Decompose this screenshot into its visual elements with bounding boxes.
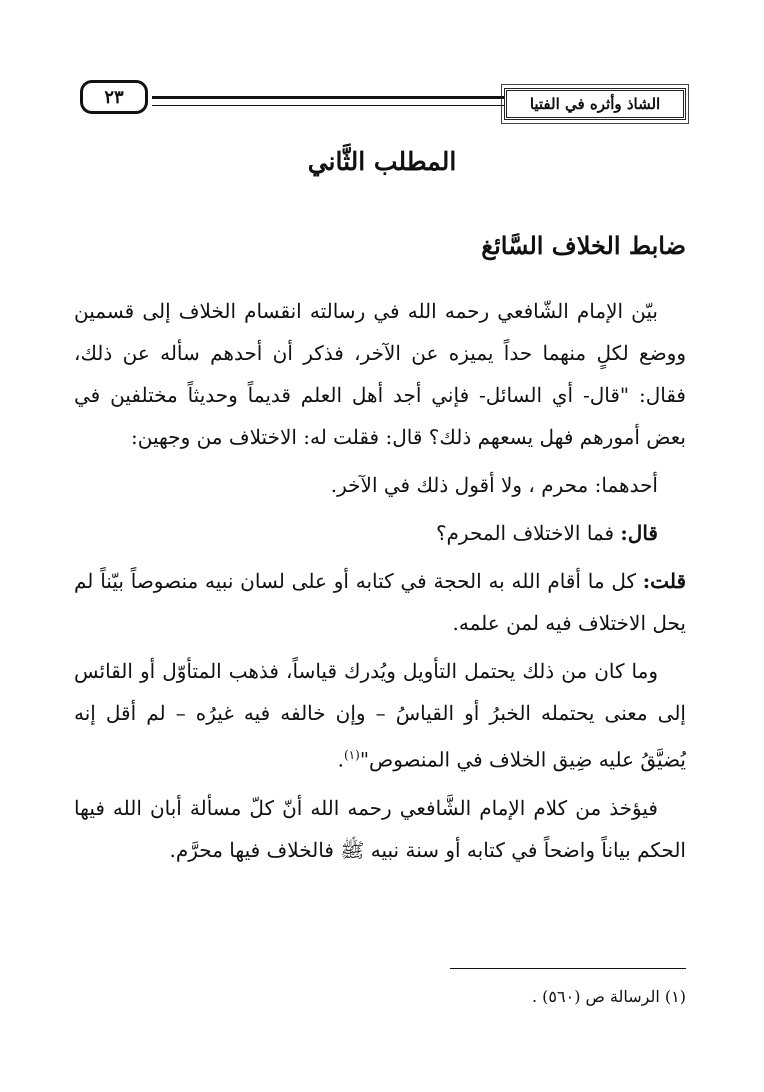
running-header-title: الشاذ وأثره في الفتيا [504,88,686,120]
paragraph-5 [74,650,686,781]
paragraph-3-text: فما الاختلاف المحرم؟ [435,521,621,545]
paragraph-3-label: قال: [620,521,658,545]
page-number: ٢٣ [80,80,148,114]
body-text [74,290,686,877]
paragraph-6: فيؤخذ من كلام الإمام الشَّافعي رحمه الله أنّ كلّ مسألة أبان الله فيها الحكم بياناً واضحاً في كتابه أو سنة نبيه ﷺ فالخلاف فيها محرَّم. [74,795,686,862]
paragraph-4-label: قلت: [642,569,686,593]
section-title: ضابط الخلاف السَّائغ [481,231,686,260]
paragraph-3 [74,512,686,554]
footnote: (١) الرسالة ص (٥٦٠) . [531,987,686,1006]
paragraph-2: أحدهما: محرم ، ولا أقول ذلك في الآخر. [330,473,658,497]
chapter-title: المطلب الثَّاني [307,147,457,176]
footnote-reference[interactable]: (١) [343,748,360,762]
paragraph-4-text: كل ما أقام الله به الحجة في كتابه أو على لسان نبيه منصوصاً بيّناً لم يحل الاختلاف فيه لمن علمه. [74,569,686,635]
paragraph-5-text: وما كان من ذلك يحتمل التأويل ويُدرك قياساً، فذهب المتأوّل أو القائس إلى معنى يحتمله الخبرُ أو القياسُ – وإن خالفه فيه غيرُه – لم أقل إنه يُضيَّقُ عليه ضِيق الخلاف في المنصوص" [74,659,686,772]
paragraph-5-end: . [337,747,344,772]
header-rule [152,96,504,106]
paragraph-1: بيّن الإمام الشّافعي رحمه الله في رسالته انقسام الخلاف إلى قسمين ووضع لكلٍ منهما حداً يميزه عن الآخر، فذكر أن أحدهم سأله عن ذلك، فقال: "قال- أي السائل- فإني أجد أهل العلم قديماً وحديثاً مختلفين في بعض أمورهم فهل يسعهم ذلك؟ قال: فقلت له: الاختلاف من وجهين: [74,299,686,449]
paragraph-4 [74,560,686,644]
footnote-separator [450,968,686,969]
